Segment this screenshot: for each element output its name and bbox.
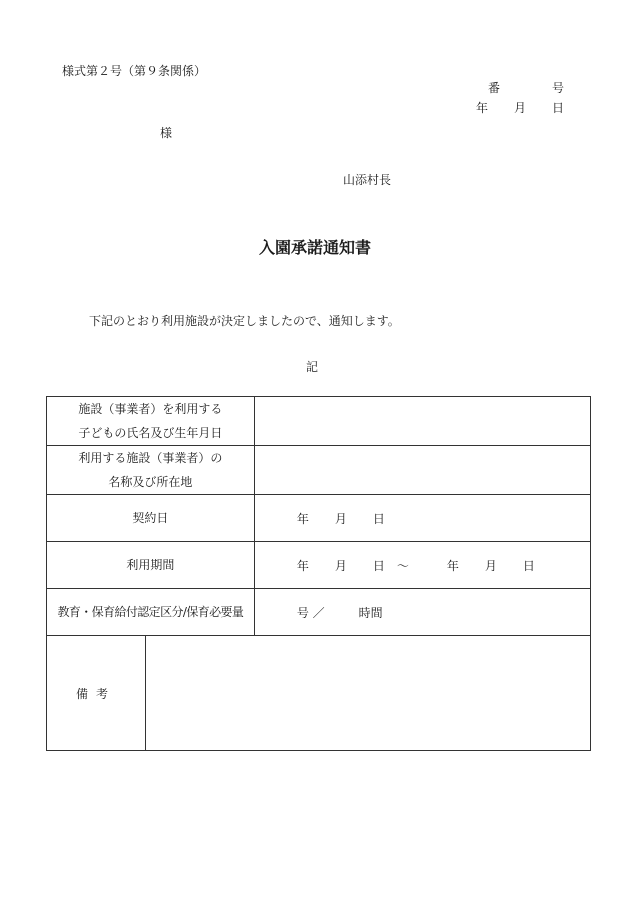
- ki-heading: 記: [306, 360, 319, 374]
- child-name-field[interactable]: [254, 397, 590, 446]
- row-label-certification: 教育・保育給付認定区分/保育必要量: [47, 589, 255, 636]
- table-row: [47, 542, 591, 589]
- date-year: 年: [476, 101, 489, 115]
- row-label-period: 利用期間: [47, 542, 255, 589]
- year-char: 年: [296, 511, 309, 526]
- date-day: 日: [552, 101, 565, 115]
- go-slash-text: 号 ／: [296, 605, 325, 620]
- day-char: 日: [372, 511, 385, 526]
- row-label-text: 子どもの氏名及び生年月日: [78, 426, 223, 440]
- row-label-text: 名称及び所在地: [108, 475, 193, 489]
- tilde-char: ～: [396, 558, 409, 573]
- month-char: 月: [484, 558, 497, 573]
- month-char: 月: [334, 511, 347, 526]
- month-char: 月: [334, 558, 347, 573]
- date-month: 月: [514, 101, 527, 115]
- document-title: 入園承諾通知書: [258, 238, 371, 257]
- table-row: [47, 636, 591, 751]
- table-row: [47, 446, 591, 495]
- table-row: [47, 495, 591, 542]
- form-number: 様式第２号（第９条関係）: [62, 64, 207, 78]
- row-label-contract-date: 契約日: [47, 495, 255, 542]
- row-label-facility: [47, 446, 255, 495]
- contract-date-field[interactable]: [254, 495, 590, 542]
- day-char: 日: [372, 558, 385, 573]
- row-label-child: [47, 397, 255, 446]
- issue-date-line: [476, 99, 564, 116]
- issuer-name: 山添村長: [343, 173, 392, 187]
- row-label-text: 利用する施設（事業者）の: [78, 451, 223, 465]
- number-go: 号: [552, 81, 565, 95]
- usage-period-field[interactable]: [254, 542, 590, 589]
- table-row: [47, 589, 591, 636]
- number-ban: 番: [488, 81, 501, 95]
- facility-name-field[interactable]: [254, 446, 590, 495]
- document-number-line: [488, 79, 564, 96]
- day-char: 日: [522, 558, 535, 573]
- table-row: [47, 397, 591, 446]
- row-label-remarks: 備考: [47, 636, 146, 751]
- addressee-suffix: 様: [160, 126, 173, 140]
- remarks-field[interactable]: [146, 636, 591, 751]
- detail-table: [46, 396, 591, 751]
- certification-field[interactable]: [254, 589, 590, 636]
- year-char: 年: [446, 558, 459, 573]
- row-label-text: 施設（事業者）を利用する: [78, 402, 223, 416]
- year-char: 年: [296, 558, 309, 573]
- intro-text: 下記のとおり利用施設が決定しましたので、通知します。: [89, 314, 400, 328]
- hours-text: 時間: [358, 605, 383, 620]
